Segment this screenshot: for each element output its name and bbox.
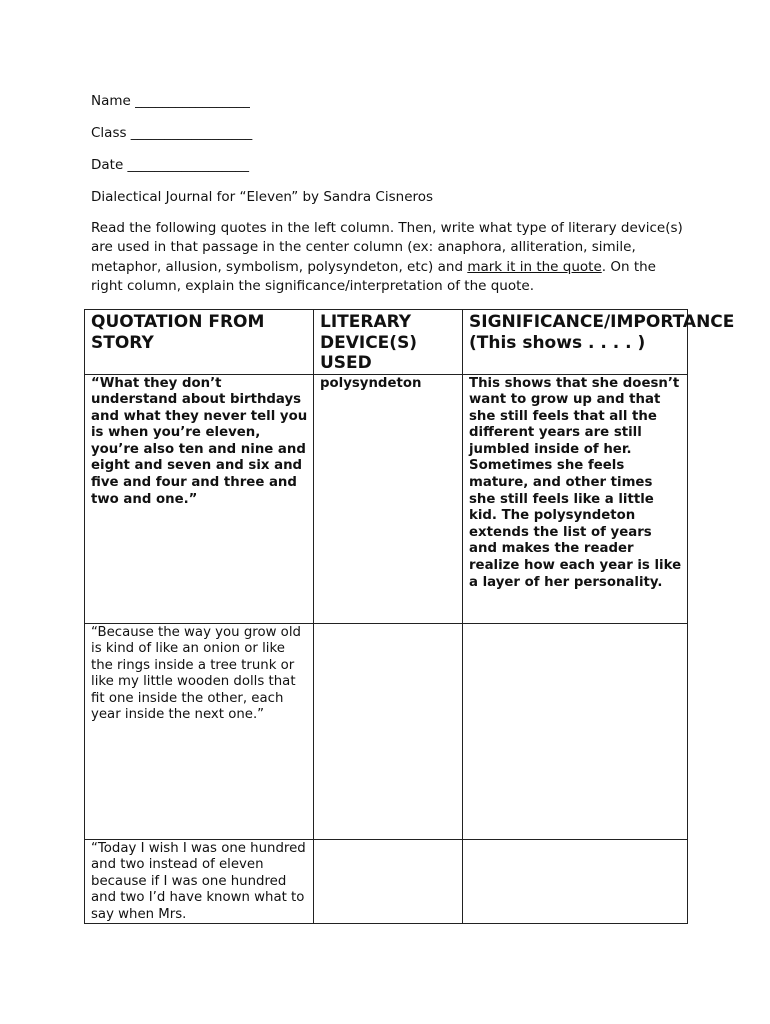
- quote-cell: “What they don’t understand about birthdays and what they never tell you is when you’re eleven, you’re also ten and nine and eight and seven and six and five and four and three and two and one.”: [85, 374, 314, 623]
- name-field-line[interactable]: Name _________________: [91, 93, 250, 109]
- instructions-underlined-text: mark it in the quote: [467, 258, 602, 275]
- table-row: [85, 839, 688, 924]
- device-cell[interactable]: polysyndeton: [314, 374, 463, 623]
- instructions-text-end: . On the right column, explain the significance/interpretation of the quote.: [91, 258, 656, 294]
- journal-title: Dialectical Journal for “Eleven” by Sandra Cisneros: [91, 189, 434, 205]
- device-cell[interactable]: [314, 839, 463, 924]
- table-row: [85, 374, 688, 623]
- significance-cell[interactable]: [463, 623, 688, 839]
- dialectical-journal-table: [84, 309, 735, 924]
- significance-cell[interactable]: This shows that she doesn’t want to grow up and that she still feels that all the different years are still jumbled inside of her. Sometimes she feels mature, and other times she still feels like a little kid. The polysyndeton extends the list of years and makes the reader realize how each year is like a layer of her personality.: [463, 374, 688, 623]
- class-field-line[interactable]: Class __________________: [91, 125, 253, 141]
- table-header-row: [85, 310, 688, 375]
- quote-cell: “Today I wish I was one hundred and two instead of eleven because if I was one hundred and two I’d have known what to say when Mrs.: [85, 839, 314, 924]
- instructions-paragraph: [91, 219, 691, 296]
- header-literary-device: LITERARY DEVICE(S) USED: [314, 310, 463, 375]
- header-significance: SIGNIFICANCE/IMPORTANCE (This shows . . . . ): [463, 310, 688, 375]
- header-quotation: QUOTATION FROM STORY: [85, 310, 314, 375]
- device-cell[interactable]: [314, 623, 463, 839]
- instructions-text-start: Read the following quotes in the left column. Then, write what type of literary device(s) are used in that passage in the center column (ex: anaphora, alliteration, simile, metaphor, allusion, symbolism, polysyndeton, etc) and: [91, 220, 683, 275]
- quote-cell: “Because the way you grow old is kind of like an onion or like the rings inside a tree trunk or like my little wooden dolls that fit one inside the other, each year inside the next one.”: [85, 623, 314, 839]
- table-row: [85, 623, 688, 839]
- date-field-line[interactable]: Date __________________: [91, 157, 250, 173]
- significance-cell[interactable]: [463, 839, 688, 924]
